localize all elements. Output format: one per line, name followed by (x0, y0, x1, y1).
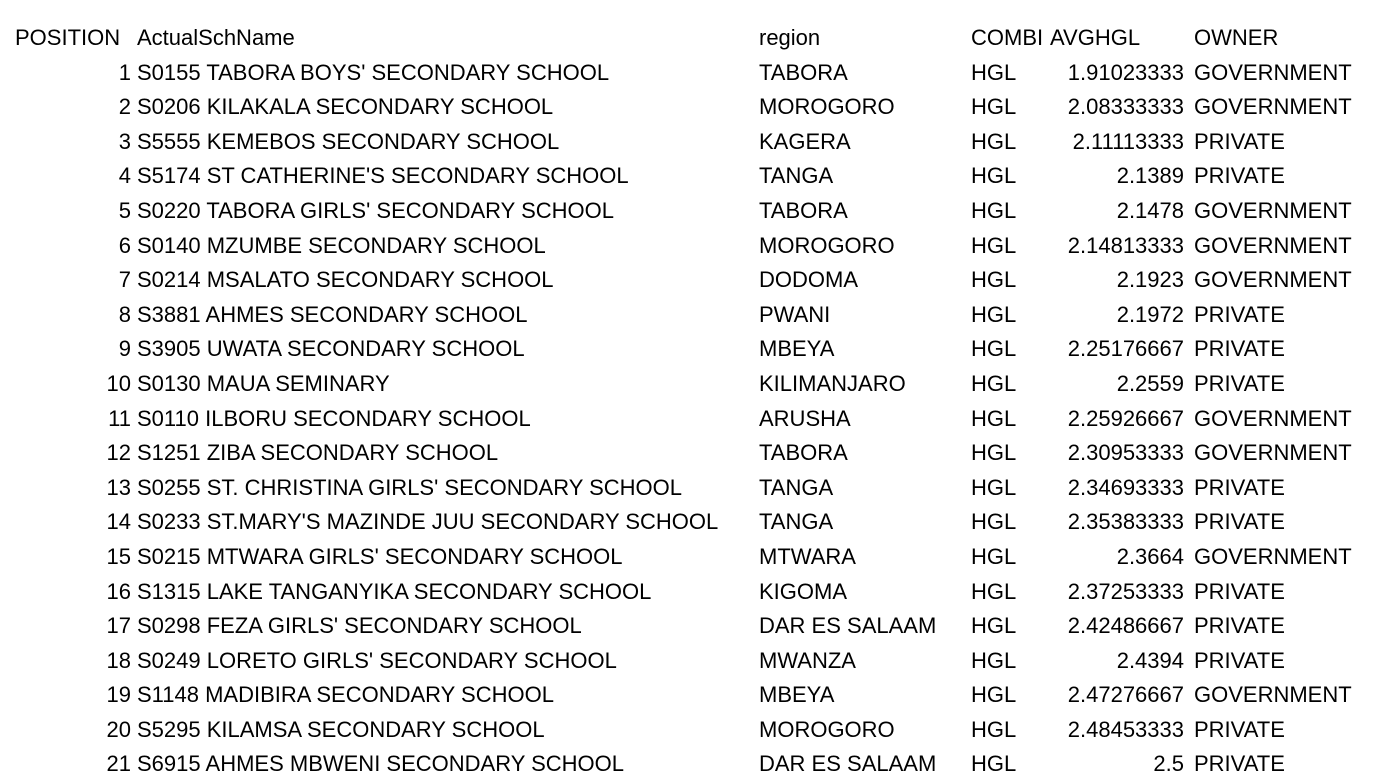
school-name-cell: S0140 MZUMBE SECONDARY SCHOOL (137, 232, 546, 258)
region-cell: MOROGORO (759, 94, 895, 120)
school-name-cell: S3881 AHMES SECONDARY SCHOOL (137, 301, 528, 327)
table-row (0, 747, 1384, 782)
region-cell: TABORA (759, 440, 848, 466)
combi-cell: HGL (971, 301, 1017, 327)
region-cell: DAR ES SALAAM (759, 751, 937, 777)
owner-cell: PRIVATE (1194, 578, 1285, 604)
position-cell: 13 (106, 474, 131, 500)
position-cell: 14 (106, 509, 131, 535)
table-row (0, 471, 1384, 506)
results-table (0, 21, 1384, 782)
header-owner: OWNER (1194, 25, 1279, 50)
table-row (0, 367, 1384, 402)
region-cell: TANGA (759, 163, 834, 189)
school-name-cell: S1315 LAKE TANGANYIKA SECONDARY SCHOOL (137, 578, 652, 604)
combi-cell: HGL (971, 578, 1017, 604)
avg-cell: 2.25176667 (1067, 336, 1184, 362)
avg-cell: 2.34693333 (1067, 474, 1184, 500)
school-name-cell: S0214 MSALATO SECONDARY SCHOOL (137, 267, 554, 293)
table-row (0, 575, 1384, 610)
combi-cell: HGL (971, 613, 1017, 639)
combi-cell: HGL (971, 336, 1017, 362)
combi-cell: HGL (971, 509, 1017, 535)
combi-cell: HGL (971, 94, 1017, 120)
header-avg: AVGHGL (1050, 25, 1141, 50)
owner-cell: GOVERNMENT (1194, 232, 1352, 258)
avg-cell: 2.42486667 (1067, 613, 1184, 639)
table-row (0, 713, 1384, 748)
avg-cell: 1.91023333 (1067, 59, 1184, 85)
region-cell: KIGOMA (759, 578, 848, 604)
avg-cell: 2.30953333 (1067, 440, 1184, 466)
region-cell: TANGA (759, 509, 834, 535)
region-cell: MTWARA (759, 543, 856, 569)
position-cell: 19 (106, 682, 131, 708)
avg-cell: 2.2559 (1116, 370, 1184, 396)
avg-cell: 2.4394 (1116, 647, 1184, 673)
position-cell: 11 (108, 405, 131, 431)
region-cell: TANGA (759, 474, 834, 500)
owner-cell: GOVERNMENT (1194, 440, 1352, 466)
region-cell: MBEYA (759, 336, 835, 362)
owner-cell: GOVERNMENT (1194, 267, 1352, 293)
region-cell: PWANI (759, 301, 831, 327)
avg-cell: 2.11113333 (1072, 128, 1184, 154)
table-row (0, 402, 1384, 437)
owner-cell: GOVERNMENT (1194, 197, 1352, 223)
table-row (0, 90, 1384, 125)
school-name-cell: S1251 ZIBA SECONDARY SCHOOL (137, 440, 499, 466)
position-cell: 16 (106, 578, 131, 604)
header-region: region (759, 25, 821, 50)
owner-cell: PRIVATE (1194, 336, 1285, 362)
avg-cell: 2.48453333 (1067, 716, 1184, 742)
table-row (0, 159, 1384, 194)
avg-cell: 2.25926667 (1067, 405, 1184, 431)
position-cell: 17 (106, 613, 131, 639)
owner-cell: GOVERNMENT (1194, 94, 1352, 120)
school-name-cell: S5295 KILAMSA SECONDARY SCHOOL (137, 716, 545, 742)
school-name-cell: S3905 UWATA SECONDARY SCHOOL (137, 336, 525, 362)
combi-cell: HGL (971, 440, 1017, 466)
position-cell: 1 (118, 59, 131, 85)
header-position: POSITION (15, 25, 121, 50)
school-name-cell: S1148 MADIBIRA SECONDARY SCHOOL (137, 682, 554, 708)
owner-cell: PRIVATE (1194, 370, 1285, 396)
school-name-cell: S5555 KEMEBOS SECONDARY SCHOOL (137, 128, 560, 154)
owner-cell: PRIVATE (1194, 751, 1285, 777)
region-cell: TABORA (759, 197, 848, 223)
position-cell: 8 (118, 301, 131, 327)
combi-cell: HGL (971, 647, 1017, 673)
position-cell: 6 (118, 232, 131, 258)
school-name-cell: S0220 TABORA GIRLS' SECONDARY SCHOOL (137, 197, 614, 223)
avg-cell: 2.3664 (1116, 543, 1184, 569)
position-cell: 9 (118, 336, 131, 362)
position-cell: 15 (106, 543, 131, 569)
combi-cell: HGL (971, 716, 1017, 742)
avg-cell: 2.1923 (1116, 267, 1184, 293)
combi-cell: HGL (971, 232, 1017, 258)
position-cell: 2 (118, 94, 131, 120)
table-row (0, 332, 1384, 367)
table-row (0, 194, 1384, 229)
header-combi: COMBI (971, 25, 1044, 50)
school-name-cell: S0130 MAUA SEMINARY (137, 370, 390, 396)
position-cell: 10 (106, 370, 131, 396)
combi-cell: HGL (971, 128, 1017, 154)
position-cell: 7 (118, 267, 131, 293)
owner-cell: GOVERNMENT (1194, 682, 1352, 708)
header-school-name: ActualSchName (137, 25, 295, 50)
region-cell: MOROGORO (759, 232, 895, 258)
avg-cell: 2.1972 (1116, 301, 1184, 327)
combi-cell: HGL (971, 405, 1017, 431)
owner-cell: PRIVATE (1194, 474, 1285, 500)
region-cell: KAGERA (759, 128, 851, 154)
school-name-cell: S0206 KILAKALA SECONDARY SCHOOL (137, 94, 554, 120)
avg-cell: 2.14813333 (1067, 232, 1184, 258)
region-cell: ARUSHA (759, 405, 851, 431)
position-cell: 20 (106, 716, 131, 742)
table-row (0, 644, 1384, 679)
owner-cell: PRIVATE (1194, 716, 1285, 742)
combi-cell: HGL (971, 267, 1017, 293)
owner-cell: PRIVATE (1194, 509, 1285, 535)
position-cell: 5 (118, 197, 131, 223)
table-row (0, 298, 1384, 333)
avg-cell: 2.47276667 (1067, 682, 1184, 708)
school-name-cell: S0249 LORETO GIRLS' SECONDARY SCHOOL (137, 647, 617, 673)
table-row (0, 56, 1384, 91)
owner-cell: PRIVATE (1194, 301, 1285, 327)
position-cell: 12 (106, 440, 131, 466)
combi-cell: HGL (971, 682, 1017, 708)
table-row (0, 678, 1384, 713)
combi-cell: HGL (971, 474, 1017, 500)
combi-cell: HGL (971, 59, 1017, 85)
combi-cell: HGL (971, 197, 1017, 223)
owner-cell: GOVERNMENT (1194, 59, 1352, 85)
table-row (0, 609, 1384, 644)
combi-cell: HGL (971, 163, 1017, 189)
region-cell: KILIMANJARO (759, 370, 906, 396)
position-cell: 18 (106, 647, 131, 673)
position-cell: 21 (106, 751, 131, 777)
region-cell: MBEYA (759, 682, 835, 708)
position-cell: 3 (118, 128, 131, 154)
position-cell: 4 (118, 163, 131, 189)
table-row (0, 263, 1384, 298)
owner-cell: PRIVATE (1194, 128, 1285, 154)
avg-cell: 2.08333333 (1067, 94, 1184, 120)
school-name-cell: S0110 ILBORU SECONDARY SCHOOL (137, 405, 531, 431)
avg-cell: 2.37253333 (1067, 578, 1184, 604)
region-cell: MOROGORO (759, 716, 895, 742)
avg-cell: 2.5 (1153, 751, 1184, 777)
region-cell: DODOMA (759, 267, 858, 293)
region-cell: MWANZA (759, 647, 856, 673)
header-row (0, 21, 1384, 56)
table-row (0, 436, 1384, 471)
owner-cell: PRIVATE (1194, 613, 1285, 639)
owner-cell: GOVERNMENT (1194, 405, 1352, 431)
school-name-cell: S6915 AHMES MBWENI SECONDARY SCHOOL (137, 751, 624, 777)
owner-cell: GOVERNMENT (1194, 543, 1352, 569)
combi-cell: HGL (971, 543, 1017, 569)
owner-cell: PRIVATE (1194, 163, 1285, 189)
avg-cell: 2.1389 (1116, 163, 1184, 189)
school-name-cell: S0233 ST.MARY'S MAZINDE JUU SECONDARY SCHOOL (137, 509, 719, 535)
avg-cell: 2.1478 (1116, 197, 1184, 223)
school-name-cell: S0215 MTWARA GIRLS' SECONDARY SCHOOL (137, 543, 623, 569)
school-name-cell: S5174 ST CATHERINE'S SECONDARY SCHOOL (137, 163, 629, 189)
avg-cell: 2.35383333 (1067, 509, 1184, 535)
region-cell: TABORA (759, 59, 848, 85)
table-row (0, 125, 1384, 160)
owner-cell: PRIVATE (1194, 647, 1285, 673)
school-name-cell: S0255 ST. CHRISTINA GIRLS' SECONDARY SCHOOL (137, 474, 683, 500)
region-cell: DAR ES SALAAM (759, 613, 937, 639)
combi-cell: HGL (971, 751, 1017, 777)
table-row (0, 505, 1384, 540)
table-row (0, 229, 1384, 264)
table-body (0, 56, 1384, 782)
school-name-cell: S0155 TABORA BOYS' SECONDARY SCHOOL (137, 59, 610, 85)
school-name-cell: S0298 FEZA GIRLS' SECONDARY SCHOOL (137, 613, 582, 639)
table-row (0, 540, 1384, 575)
combi-cell: HGL (971, 370, 1017, 396)
